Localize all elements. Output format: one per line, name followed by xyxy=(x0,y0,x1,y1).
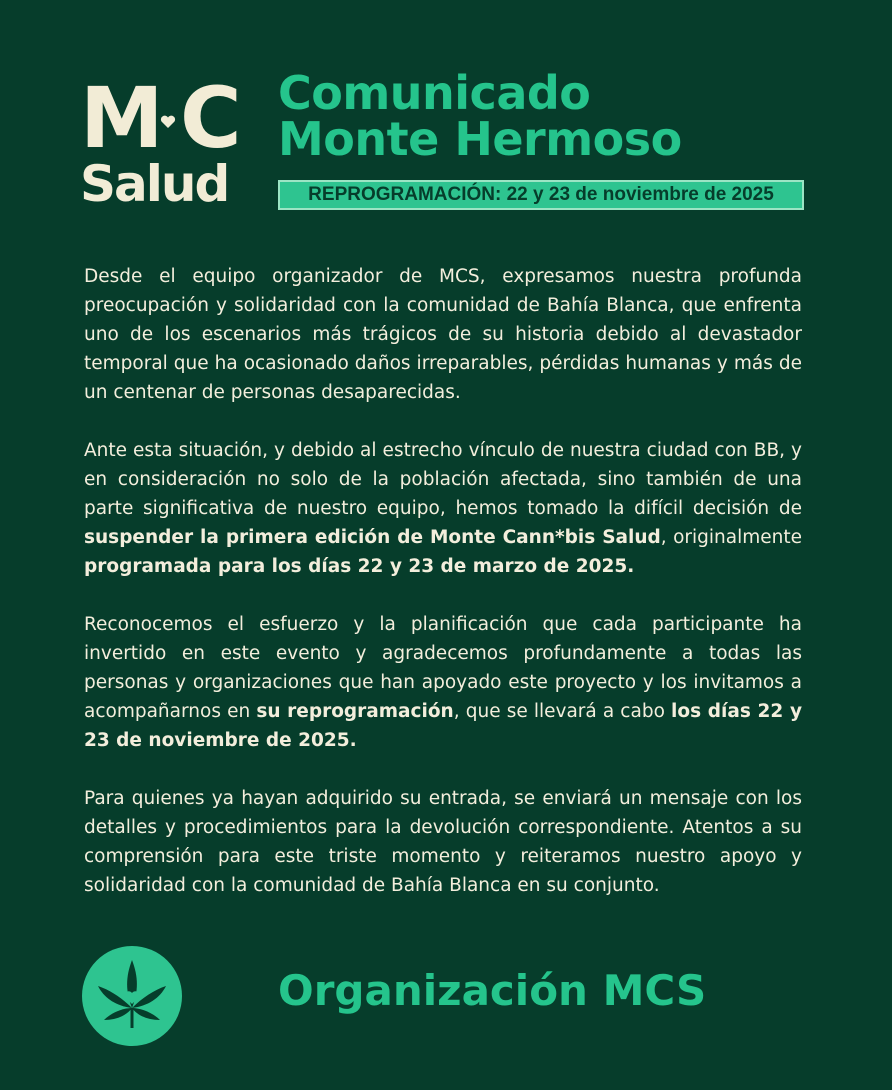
announcement-body xyxy=(84,262,802,929)
mcs-salud-logo xyxy=(80,69,258,213)
paragraph-2-text-b: , originalmente xyxy=(660,527,802,548)
paragraph-2 xyxy=(84,436,802,581)
paragraph-3-text-a: Reconocemos el esfuerzo y la planificación que cada participante ha invertido en este evento y agradecemos profundamente a todas las personas y organizaciones que han apoyado este proyecto y los invitamos a acompañarnos en xyxy=(84,614,802,722)
page-title xyxy=(278,66,682,166)
logo-letter-c: C xyxy=(180,69,242,167)
paragraph-4: Para quienes ya hayan adquirido su entrada, se enviará un mensaje con los detalles y procedimientos para la devolución correspondiente. Atentos a su comprensión para este triste momento y reiteramos nuestro apoyo y solidaridad con la comunidad de Bahía Blanca en su conjunto. xyxy=(84,788,802,896)
logo-salud-text: Salud xyxy=(80,155,229,213)
paragraph-2-bold-b: programada para los días 22 y 23 de marzo de 2025. xyxy=(84,556,635,577)
paragraph-3 xyxy=(84,610,802,755)
heart-icon xyxy=(160,114,176,130)
paragraph-1: Desde el equipo organizador de MCS, expresamos nuestra profunda preocupación y solidaridad con la comunidad de Bahía Blanca, que enfrenta uno de los escenarios más trágicos de su historia debido al devastador temporal que ha ocasionado daños irreparables, pérdidas humanas y más de un centenar de personas desaparecidas. xyxy=(84,266,802,403)
logo-letter-m: M xyxy=(80,69,160,167)
paragraph-2-text-a: Ante esta situación, y debido al estrecho vínculo de nuestra ciudad con BB, y en consideración no solo de la población afectada, sino también de una parte significativa de nuestro equipo, hemos tomado la difícil decisión de xyxy=(84,440,802,519)
signature: Organización MCS xyxy=(278,966,707,1015)
reschedule-banner: REPROGRAMACIÓN: 22 y 23 de noviembre de 2025 xyxy=(278,180,804,210)
paragraph-3-bold-b: los días 22 y 23 de noviembre de 2025. xyxy=(84,701,803,751)
leaf-heart-icon xyxy=(82,946,182,1046)
paragraph-3-bold-a: su reprogramación xyxy=(256,701,454,722)
title-line-2: Monte Hermoso xyxy=(278,112,682,166)
paragraph-3-text-b: , que se llevará a cabo xyxy=(453,701,672,722)
paragraph-2-bold-a: suspender la primera edición de Monte Cann*bis Salud xyxy=(84,527,661,548)
title-line-1: Comunicado xyxy=(278,66,591,120)
